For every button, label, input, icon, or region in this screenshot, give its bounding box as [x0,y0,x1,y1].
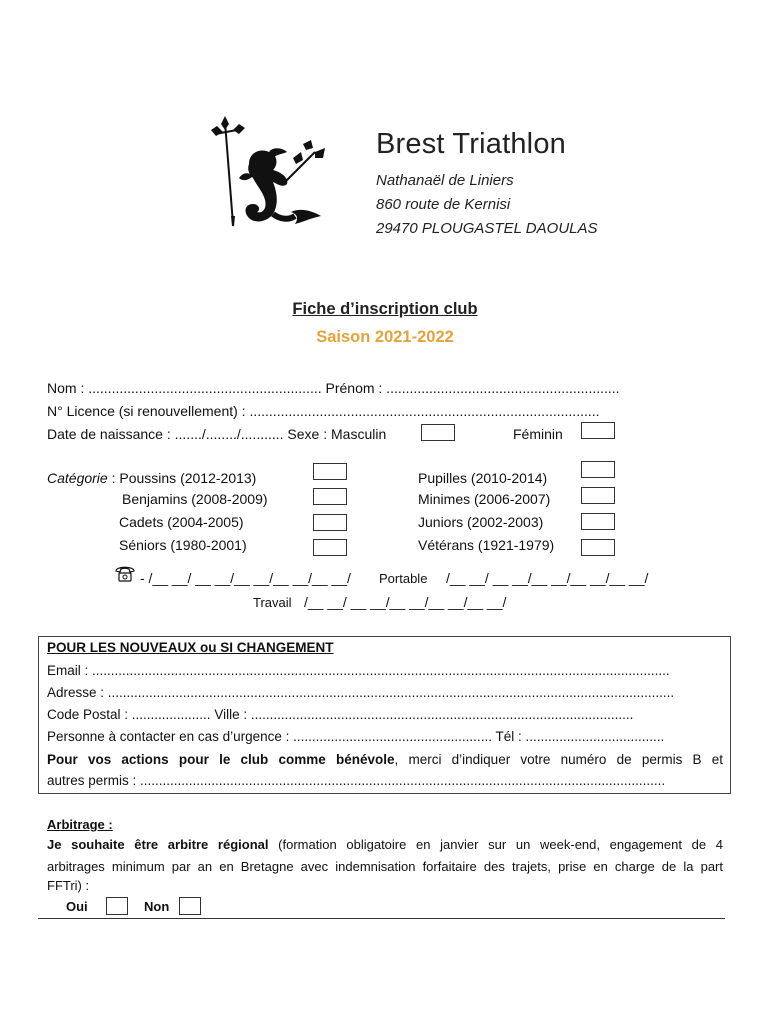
checkbox-juniors[interactable] [581,513,615,530]
urgence-contact-field[interactable]: Personne à contacter en cas d’urgence : ..................................................... Tél : ..................................... [47,729,665,744]
form-title: Fiche d’inscription club [292,300,478,318]
category-pupilles: Pupilles (2010-2014) [418,470,548,486]
code-postal-ville-field[interactable]: Code Postal : ..................... Ville : ...................................................................................................... [47,707,634,722]
telephone-icon [113,563,137,583]
feminin-label: Féminin [513,426,563,442]
club-name: Brest Triathlon [376,128,566,160]
benevole-bold: Pour vos actions pour le club comme bénévole [47,752,395,767]
arbitrage-bold-intro: Je souhaite être arbitre régional [47,837,269,852]
checkbox-pupilles[interactable] [581,461,615,478]
arbitrage-line-3: FFTri) : [47,878,90,893]
divider-line [38,918,725,919]
category-minimes: Minimes (2006-2007) [418,491,551,507]
travail-field[interactable]: /__ __/ __ __/__ __/__ __/__ __/ [304,594,507,610]
categorie-label: Catégorie [47,470,108,486]
category-seniors: Séniors (1980-2001) [119,537,247,553]
checkbox-benjamins[interactable] [313,488,347,505]
arbitrage-line-2: arbitrages minimum par an en Bretagne avec indemnisation forfaitaire des trajets, prise en charge de la part [47,859,723,874]
adresse-field[interactable]: Adresse : ....................................................................................................................................................... [47,685,675,700]
email-field[interactable]: Email : .......................................................................................................................................................... [47,663,670,678]
arbitrage-line-1-rest: (formation obligatoire en janvier sur un week-end, engagement de 4 [268,837,723,852]
naissance-sexe-line[interactable]: Date de naissance : ......./......../........... Sexe : Masculin [47,426,387,442]
autres-permis-field[interactable]: autres permis : ............................................................................................................................................ [47,773,666,788]
nom-prenom-line[interactable]: Nom : ............................................................ Prénom : ............................................................ [47,380,620,396]
non-checkbox[interactable] [179,897,201,915]
panel-heading: POUR LES NOUVEAUX ou SI CHANGEMENT [47,640,334,655]
feminin-checkbox[interactable] [581,422,615,439]
category-poussins [47,470,256,486]
phone-fixe-field[interactable]: - /__ __/ __ __/__ __/__ __/__ __/ [140,570,351,586]
category-cadets: Cadets (2004-2005) [119,514,244,530]
category-veterans: Vétérans (1921-1979) [418,537,555,553]
category-poussins-label: : Poussins (2012-2013) [107,470,257,486]
checkbox-poussins[interactable] [313,463,347,480]
mermaid-trident-logo [203,112,333,236]
oui-checkbox[interactable] [106,897,128,915]
non-label: Non [144,899,170,914]
category-benjamins: Benjamins (2008-2009) [122,491,268,507]
checkbox-cadets[interactable] [313,514,347,531]
travail-label: Travail [253,595,292,610]
checkbox-seniors[interactable] [313,539,347,556]
category-juniors: Juniors (2002-2003) [418,514,544,530]
arbitrage-heading: Arbitrage : [47,817,113,832]
address-line-3: 29470 PLOUGASTEL DAOULAS [376,220,598,237]
portable-label: Portable [379,571,428,586]
portable-field[interactable]: /__ __/ __ __/__ __/__ __/__ __/ [446,570,649,586]
masculin-checkbox[interactable] [421,424,455,441]
season-label: Saison 2021-2022 [316,328,454,346]
benevole-rest: , merci d’indiquer votre numéro de permis B et [394,752,723,767]
address-line-2: 860 route de Kernisi [376,196,511,213]
address-line-1: Nathanaël de Liniers [376,172,514,189]
benevole-line [47,749,723,771]
licence-line[interactable]: N° Licence (si renouvellement) : .......................................................................................... [47,403,600,419]
arbitrage-line-1 [47,834,723,856]
checkbox-veterans[interactable] [581,539,615,556]
oui-label: Oui [66,899,88,914]
checkbox-minimes[interactable] [581,487,615,504]
